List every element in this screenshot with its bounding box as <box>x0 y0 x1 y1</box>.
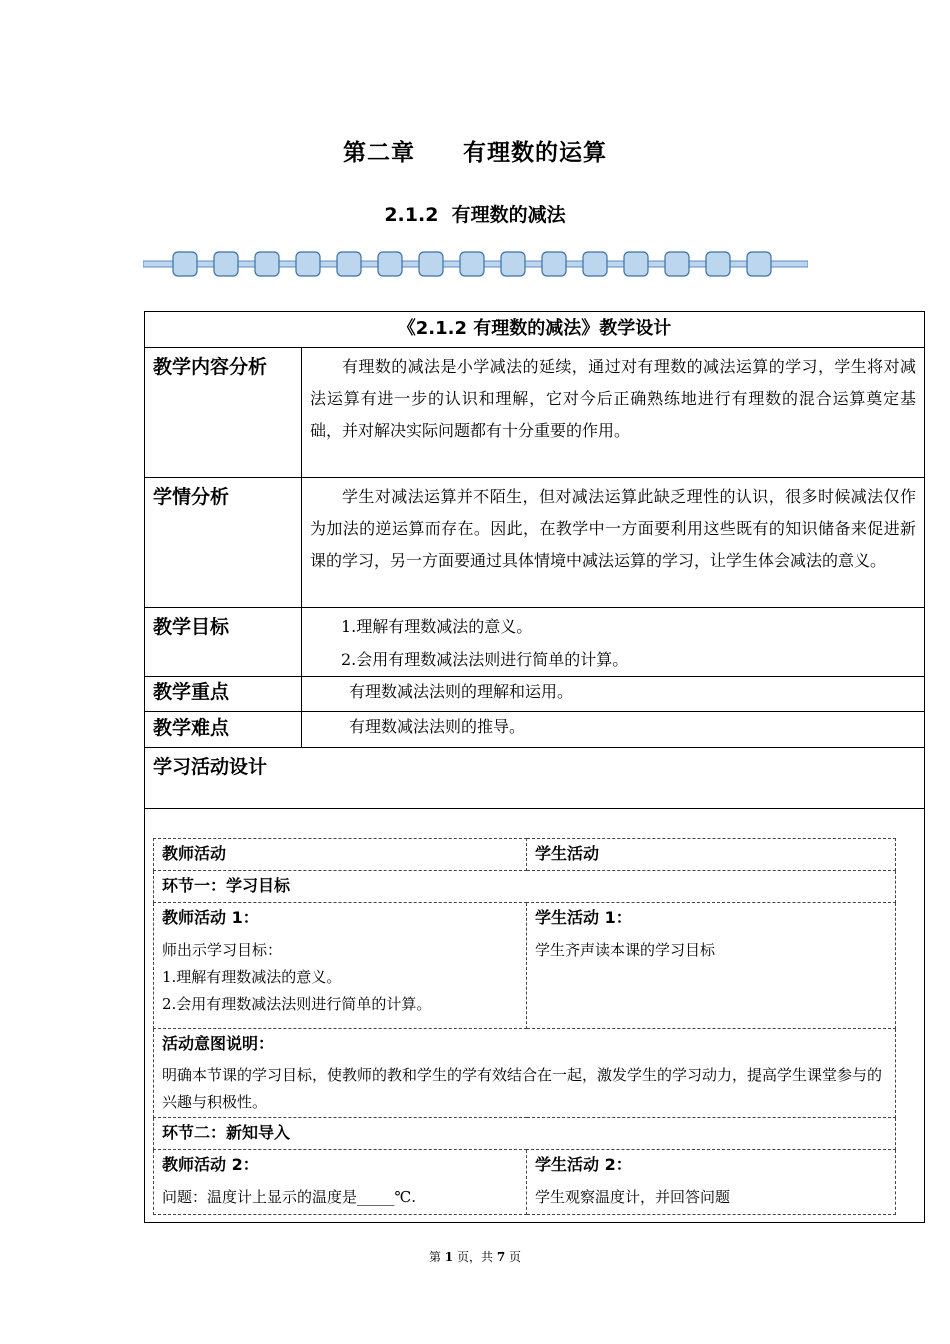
bead-divider-decoration <box>143 249 808 279</box>
content-analysis-label: 教学内容分析 <box>145 348 302 478</box>
goals-label: 教学目标 <box>145 608 302 677</box>
stage2-teacher-text: 问题：温度计上显示的温度是_____℃. <box>162 1188 417 1206</box>
section-title: 2.1.2 有理数的减法 <box>384 204 566 226</box>
footer-prefix: 第 <box>428 1250 441 1264</box>
divider-bead <box>255 252 279 276</box>
divider-bead <box>747 252 771 276</box>
stage1-intent-text: 明确本节课的学习目标，使教师的教和学生的学有效结合在一起，激发学生的学习动力，提高学生课堂参与的兴趣与积极性。 <box>162 1066 883 1111</box>
stage1-intent-cell <box>154 1029 896 1118</box>
goal-item: 2.会用有理数减法法则进行简单的计算。 <box>341 650 629 669</box>
divider-bead <box>583 252 607 276</box>
key-points-label: 教学重点 <box>145 677 302 712</box>
footer-suffix: 页 <box>509 1250 522 1264</box>
page-footer <box>0 1248 950 1265</box>
stage2-student-label: 学生活动 2： <box>535 1155 632 1174</box>
stage2-student-text: 学生观察温度计，并回答问题 <box>535 1188 731 1206</box>
stage1-teacher-line: 师出示学习目标： <box>162 941 283 959</box>
stage1-student-text: 学生齐声读本课的学习目标 <box>535 941 716 959</box>
student-analysis-cell <box>302 478 925 608</box>
stage1-student-label: 学生活动 1： <box>535 908 632 927</box>
divider-bead <box>296 252 320 276</box>
divider-bead <box>665 252 689 276</box>
stage1-title: 环节一：学习目标 <box>154 871 896 903</box>
stage1-teacher-cell <box>154 903 527 1029</box>
footer-page-number: 1 <box>444 1250 454 1264</box>
divider-bead <box>419 252 443 276</box>
stage1-teacher-line: 1.理解有理数减法的意义。 <box>162 968 342 986</box>
divider-bead <box>460 252 484 276</box>
content-analysis-text: 有理数的减法是小学减法的延续，通过对有理数的减法运算的学习，学生将对减法运算有进一步的认识和理解，它对今后正确熟练地进行有理数的混合运算奠定基础，并对解决实际问题都有十分重要的作用。 <box>310 357 917 440</box>
difficulties-label: 教学难点 <box>145 712 302 748</box>
stage2-teacher-cell <box>154 1150 527 1215</box>
goals-cell <box>302 608 925 677</box>
divider-bead <box>542 252 566 276</box>
divider-bead <box>173 252 197 276</box>
goal-item: 1.理解有理数减法的意义。 <box>341 617 533 636</box>
divider-bead <box>501 252 525 276</box>
divider-bead <box>378 252 402 276</box>
stage1-teacher-label: 教师活动 1： <box>162 908 259 927</box>
stage1-intent-label: 活动意图说明： <box>162 1034 275 1053</box>
stage1-teacher-line: 2.会用有理数减法法则进行简单的计算。 <box>162 995 432 1013</box>
footer-total-pages: 7 <box>496 1250 506 1264</box>
student-analysis-text: 学生对减法运算并不陌生，但对减法运算此缺乏理性的认识，很多时候减法仅作为加法的逆运算而存在。因此，在教学中一方面要利用这些既有的知识储备来促进新课的学习，另一方面要通过具体情境中减法运算的学习，让学生体会减法的意义。 <box>310 487 917 570</box>
activity-design-label: 学习活动设计 <box>145 748 925 809</box>
divider-bead <box>706 252 730 276</box>
key-points-text: 有理数减法法则的理解和运用。 <box>302 677 925 712</box>
content-analysis-cell <box>302 348 925 478</box>
stage2-student-cell <box>527 1150 896 1215</box>
divider-bead <box>337 252 361 276</box>
difficulties-text: 有理数减法法则的推导。 <box>302 712 925 748</box>
stage2-title: 环节二：新知导入 <box>154 1118 896 1150</box>
footer-middle: 页，共 <box>456 1250 493 1264</box>
activity-table <box>153 838 896 1215</box>
student-activity-header: 学生活动 <box>527 839 896 871</box>
student-analysis-label: 学情分析 <box>145 478 302 608</box>
stage2-teacher-label: 教师活动 2： <box>162 1155 259 1174</box>
chapter-title: 第二章 有理数的运算 <box>343 140 607 166</box>
stage1-student-cell <box>527 903 896 1029</box>
divider-bead <box>624 252 648 276</box>
design-table-title: 《2.1.2 有理数的减法》教学设计 <box>145 312 925 348</box>
divider-bead <box>214 252 238 276</box>
teacher-activity-header: 教师活动 <box>154 839 527 871</box>
